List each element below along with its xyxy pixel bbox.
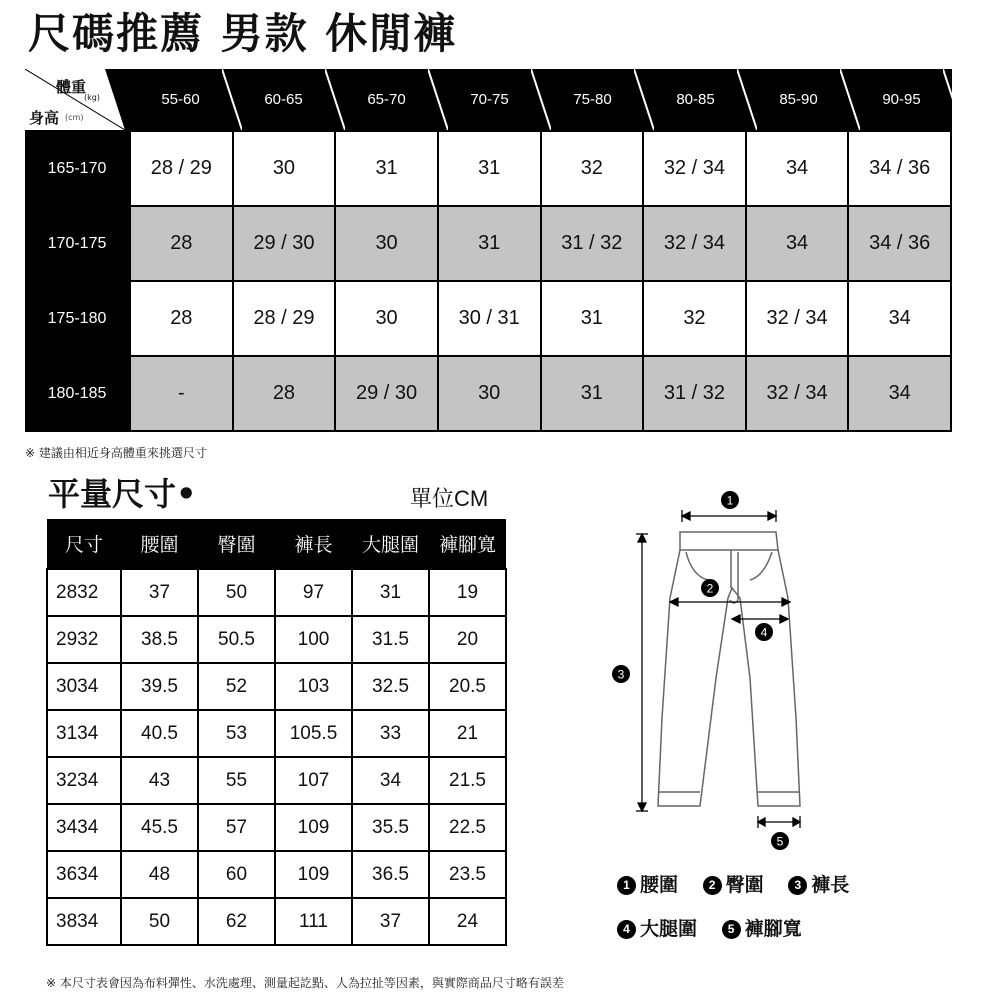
recommended-size-cell: 28 bbox=[129, 282, 232, 355]
legend-item-waist bbox=[617, 874, 678, 896]
marker-5-label: 5 bbox=[776, 834, 784, 849]
pants-diagram bbox=[600, 488, 840, 858]
legend-label-3: 褲長 bbox=[811, 874, 850, 896]
legend-label-5: 褲腳寬 bbox=[744, 918, 802, 940]
recommended-size-cell: 29 / 30 bbox=[232, 207, 335, 280]
measurement-cell: 32.5 bbox=[352, 663, 429, 710]
measurement-cell: 105.5 bbox=[275, 710, 352, 757]
measurement-cell: 48 bbox=[121, 851, 198, 898]
size-recommendation-table bbox=[25, 69, 952, 432]
recommended-size-cell: 32 bbox=[642, 282, 745, 355]
size-code-cell: 3234 bbox=[47, 757, 121, 804]
size-cells bbox=[129, 132, 952, 205]
recommended-size-cell: 30 / 31 bbox=[437, 282, 540, 355]
recommended-size-cell: 28 / 29 bbox=[129, 132, 232, 205]
table-bottom-border bbox=[25, 430, 952, 432]
pants-outline bbox=[658, 532, 800, 806]
measurement-cell: 20 bbox=[429, 616, 506, 663]
height-range-label: 165-170 bbox=[25, 132, 129, 205]
height-label: 身高 bbox=[29, 109, 60, 127]
size-code-cell: 3434 bbox=[47, 804, 121, 851]
measurement-cell: 21 bbox=[429, 710, 506, 757]
table-row bbox=[47, 710, 506, 757]
measurement-cell: 35.5 bbox=[352, 804, 429, 851]
weight-header-row bbox=[25, 69, 952, 130]
measurement-cell: 50 bbox=[198, 569, 275, 616]
table-row bbox=[47, 569, 506, 616]
weight-range-header: 80-85 bbox=[676, 91, 715, 108]
measurement-cell: 39.5 bbox=[121, 663, 198, 710]
legend-item-thigh bbox=[617, 918, 697, 940]
size-code-cell: 2932 bbox=[47, 616, 121, 663]
table-row bbox=[47, 898, 506, 945]
measurement-cell: 21.5 bbox=[429, 757, 506, 804]
recommended-size-cell: 31 bbox=[540, 357, 643, 430]
recommended-size-cell: 31 bbox=[540, 282, 643, 355]
legend-label-4: 大腿圍 bbox=[640, 918, 698, 940]
legend-row-1 bbox=[617, 870, 867, 897]
measurement-header: 腰圍 bbox=[121, 519, 198, 569]
marker-1-label: 1 bbox=[726, 493, 734, 508]
height-range-label: 175-180 bbox=[25, 282, 129, 355]
size-code-cell: 3834 bbox=[47, 898, 121, 945]
measurement-cell: 19 bbox=[429, 569, 506, 616]
measurement-cell: 34 bbox=[352, 757, 429, 804]
measurement-cell: 111 bbox=[275, 898, 352, 945]
height-unit: (cm) bbox=[65, 113, 84, 122]
table-row bbox=[47, 663, 506, 710]
measurement-cell: 109 bbox=[275, 851, 352, 898]
height-row bbox=[25, 205, 952, 280]
recommended-size-cell: 32 / 34 bbox=[745, 357, 848, 430]
weight-range-header: 55-60 bbox=[161, 91, 200, 108]
page-title: 尺碼推薦 男款 休閒褲 bbox=[28, 9, 458, 58]
measurement-cell: 57 bbox=[198, 804, 275, 851]
measurement-cell: 40.5 bbox=[121, 710, 198, 757]
marker-1 bbox=[721, 491, 739, 509]
measurement-cell: 37 bbox=[121, 569, 198, 616]
legend-label-2: 臀圍 bbox=[725, 874, 764, 896]
table-corner bbox=[25, 69, 125, 130]
measurement-cell: 37 bbox=[352, 898, 429, 945]
measurement-cell: 50.5 bbox=[198, 616, 275, 663]
height-row bbox=[25, 280, 952, 355]
measurement-cell: 24 bbox=[429, 898, 506, 945]
height-range-label: 180-185 bbox=[25, 357, 129, 430]
measurement-cell: 62 bbox=[198, 898, 275, 945]
marker-4 bbox=[755, 623, 773, 641]
recommended-size-cell: 32 / 34 bbox=[642, 207, 745, 280]
table-row bbox=[47, 616, 506, 663]
measurement-header: 褲腳寬 bbox=[429, 519, 506, 569]
recommended-size-cell: 32 / 34 bbox=[642, 132, 745, 205]
marker-3-label: 3 bbox=[617, 667, 625, 682]
measurement-cell: 97 bbox=[275, 569, 352, 616]
weight-label: 體重 bbox=[56, 78, 87, 96]
measurement-cell: 45.5 bbox=[121, 804, 198, 851]
measurement-cell: 60 bbox=[198, 851, 275, 898]
weight-range-header: 90-95 bbox=[882, 91, 921, 108]
recommended-size-cell: 34 bbox=[847, 282, 952, 355]
marker-3 bbox=[612, 665, 630, 683]
recommendation-note: ※ 建議由相近身高體重來挑選尺寸 bbox=[25, 446, 207, 460]
legend-num-5: 5 bbox=[722, 920, 741, 939]
weight-range-headers bbox=[129, 69, 952, 130]
size-code-cell: 3634 bbox=[47, 851, 121, 898]
marker-2-label: 2 bbox=[706, 581, 714, 596]
marker-2 bbox=[701, 579, 719, 597]
size-code-cell: 2832 bbox=[47, 569, 121, 616]
measurement-header: 大腿圍 bbox=[352, 519, 429, 569]
measurement-cell: 36.5 bbox=[352, 851, 429, 898]
height-row bbox=[25, 355, 952, 430]
legend-num-2: 2 bbox=[703, 876, 722, 895]
measurement-cell: 100 bbox=[275, 616, 352, 663]
recommended-size-cell: 31 / 32 bbox=[642, 357, 745, 430]
measurement-header: 臀圍 bbox=[198, 519, 275, 569]
measurement-cell: 31 bbox=[352, 569, 429, 616]
weight-range-header: 75-80 bbox=[573, 91, 612, 108]
recommended-size-cell: 31 / 32 bbox=[540, 207, 643, 280]
legend-item-hip bbox=[703, 874, 764, 896]
measurement-header: 褲長 bbox=[275, 519, 352, 569]
legend-item-hem bbox=[722, 918, 802, 940]
measurement-cell: 55 bbox=[198, 757, 275, 804]
legend-num-4: 4 bbox=[617, 920, 636, 939]
footnote: ※ 本尺寸表會因為布料彈性、水洗處理、測量起訖點、人為拉扯等因素，與實際商品尺寸略有誤差 bbox=[46, 976, 564, 990]
measurement-header-row bbox=[47, 519, 506, 569]
recommended-size-cell: 28 bbox=[232, 357, 335, 430]
measurement-cell: 107 bbox=[275, 757, 352, 804]
size-cells bbox=[129, 282, 952, 355]
size-code-cell: 3134 bbox=[47, 710, 121, 757]
table-row bbox=[47, 757, 506, 804]
weight-range-header: 70-75 bbox=[470, 91, 509, 108]
recommended-size-cell: 30 bbox=[437, 357, 540, 430]
recommended-size-cell: 30 bbox=[334, 282, 437, 355]
measurement-rows bbox=[47, 569, 506, 945]
recommended-size-cell: 31 bbox=[334, 132, 437, 205]
weight-range-header: 85-90 bbox=[779, 91, 818, 108]
measurement-cell: 38.5 bbox=[121, 616, 198, 663]
measurement-cell: 31.5 bbox=[352, 616, 429, 663]
recommended-size-cell: 31 bbox=[437, 132, 540, 205]
height-row bbox=[25, 130, 952, 205]
measure-title: 平量尺寸• bbox=[48, 475, 197, 513]
recommended-size-cell: 34 / 36 bbox=[847, 132, 952, 205]
recommended-size-cell: 28 bbox=[129, 207, 232, 280]
recommended-size-cell: 34 bbox=[847, 357, 952, 430]
measurement-cell: 23.5 bbox=[429, 851, 506, 898]
recommended-size-cell: 34 bbox=[745, 132, 848, 205]
size-code-cell: 3034 bbox=[47, 663, 121, 710]
header-divider bbox=[943, 69, 963, 130]
size-cells bbox=[129, 357, 952, 430]
table-row bbox=[47, 804, 506, 851]
legend-num-3: 3 bbox=[788, 876, 807, 895]
recommended-size-cell: 29 / 30 bbox=[334, 357, 437, 430]
recommended-size-cell: - bbox=[129, 357, 232, 430]
measurement-cell: 43 bbox=[121, 757, 198, 804]
marker-4-label: 4 bbox=[760, 625, 768, 640]
weight-unit: (kg) bbox=[84, 93, 100, 102]
recommended-size-cell: 32 / 34 bbox=[745, 282, 848, 355]
height-rows bbox=[25, 130, 952, 430]
measurement-cell: 109 bbox=[275, 804, 352, 851]
table-row bbox=[47, 851, 506, 898]
measurement-cell: 50 bbox=[121, 898, 198, 945]
marker-5 bbox=[771, 832, 789, 850]
measurement-cell: 53 bbox=[198, 710, 275, 757]
legend-num-1: 1 bbox=[617, 876, 636, 895]
measurement-cell: 22.5 bbox=[429, 804, 506, 851]
weight-range-header: 60-65 bbox=[264, 91, 303, 108]
legend-row-2 bbox=[617, 914, 820, 941]
measurement-cell: 20.5 bbox=[429, 663, 506, 710]
recommended-size-cell: 34 / 36 bbox=[847, 207, 952, 280]
recommended-size-cell: 31 bbox=[437, 207, 540, 280]
recommended-size-cell: 32 bbox=[540, 132, 643, 205]
measurement-table bbox=[46, 519, 507, 946]
size-cells bbox=[129, 207, 952, 280]
recommended-size-cell: 34 bbox=[745, 207, 848, 280]
legend-label-1: 腰圍 bbox=[640, 874, 679, 896]
recommended-size-cell: 28 / 29 bbox=[232, 282, 335, 355]
measurement-header: 尺寸 bbox=[47, 519, 121, 569]
weight-range-header: 65-70 bbox=[367, 91, 406, 108]
height-range-label: 170-175 bbox=[25, 207, 129, 280]
measurement-cell: 52 bbox=[198, 663, 275, 710]
measurement-cell: 103 bbox=[275, 663, 352, 710]
recommended-size-cell: 30 bbox=[334, 207, 437, 280]
legend-item-length bbox=[788, 874, 849, 896]
measure-unit: 單位CM bbox=[410, 486, 489, 511]
recommended-size-cell: 30 bbox=[232, 132, 335, 205]
measurement-cell: 33 bbox=[352, 710, 429, 757]
